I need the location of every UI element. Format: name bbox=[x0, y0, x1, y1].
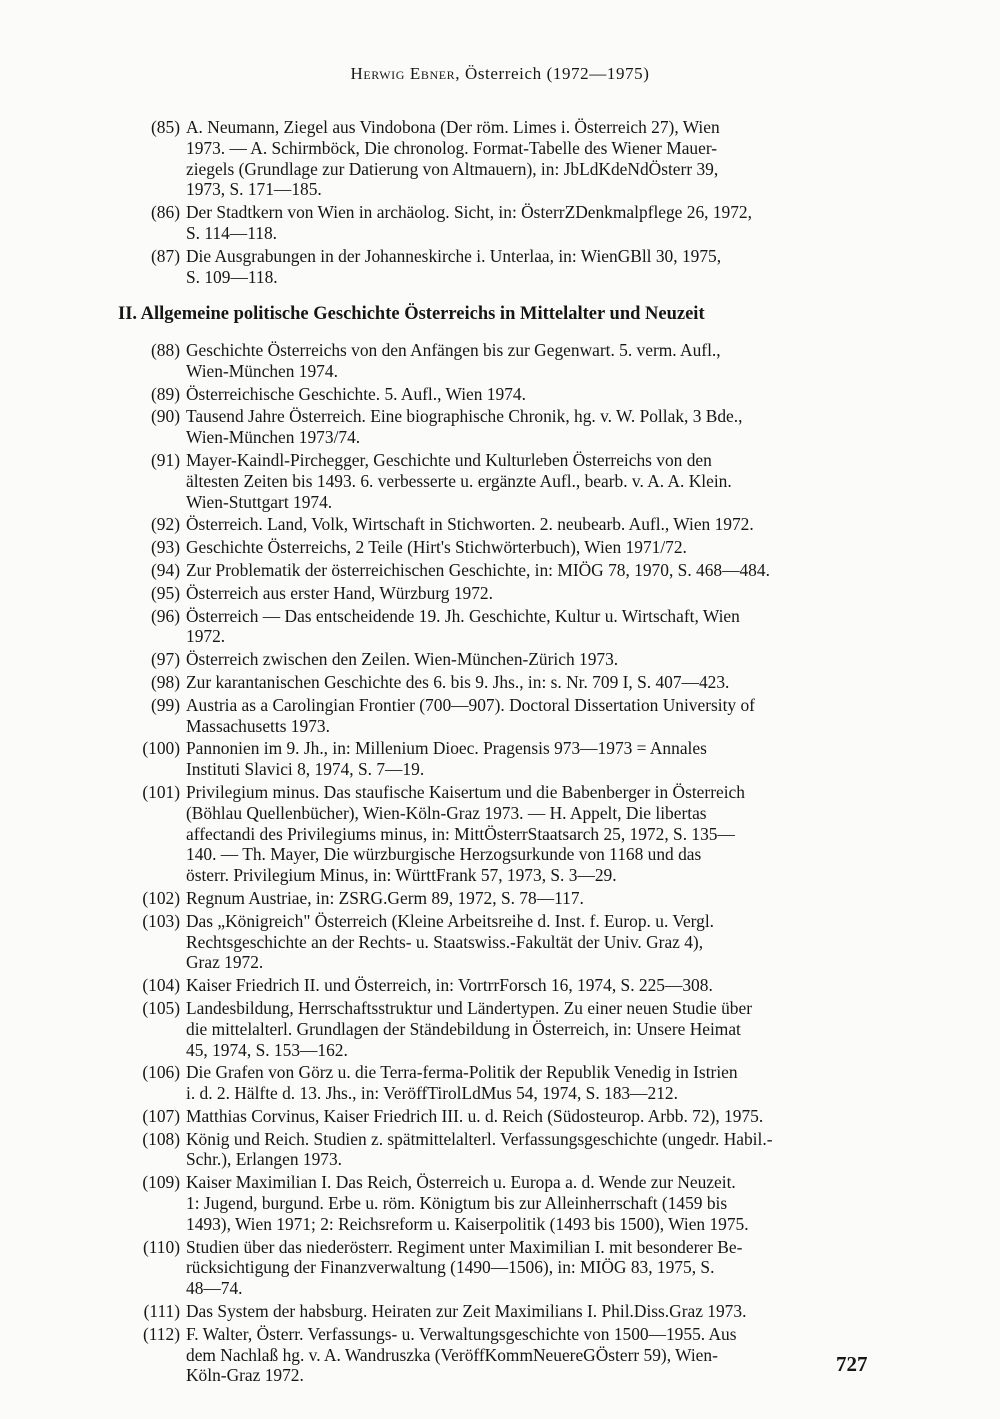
entry-number: (91) bbox=[151, 449, 180, 470]
entry-text-line: Geschichte Österreichs von den Anfängen bis zur Gegenwart. 5. verm. Aufl., bbox=[186, 340, 721, 360]
entry-text-line: (Böhlau Quellenbücher), Wien-Köln-Graz 1973. — H. Appelt, Die libertas bbox=[186, 802, 707, 823]
bibliography-entry bbox=[130, 1301, 876, 1322]
entry-number: (103) bbox=[142, 910, 180, 931]
entry-text-line: Graz 1972. bbox=[186, 952, 264, 973]
entry-text-line: Rechtsgeschichte an der Rechts- u. Staatswiss.-Fakultät der Univ. Graz 4), bbox=[186, 931, 704, 952]
entry-text-line: Österreichische Geschichte. 5. Aufl., Wien 1974. bbox=[186, 383, 526, 404]
entry-text-line: Zur karantanischen Geschichte des 6. bis 9. Jhs., in: s. Nr. 709 I, S. 407—423. bbox=[186, 671, 730, 692]
entry-text-line: österr. Privilegium Minus, in: WürttFrank 57, 1973, S. 3—29. bbox=[186, 865, 617, 886]
entry-number: (87) bbox=[151, 245, 180, 266]
entry-text-line: Österreich aus erster Hand, Würzburg 1972. bbox=[186, 582, 493, 603]
entry-text-line: 45, 1974, S. 153—162. bbox=[186, 1039, 348, 1060]
bibliography-entry bbox=[130, 695, 876, 737]
entry-text-line: S. 109—118. bbox=[186, 266, 278, 287]
section-heading: II. Allgemeine politische Geschichte Österreichs in Mittelalter und Neuzeit bbox=[118, 304, 705, 324]
entry-text-line: Matthias Corvinus, Kaiser Friedrich III. u. d. Reich (Südosteurop. Arbb. 72), 1975. bbox=[186, 1105, 764, 1126]
bibliography-entry bbox=[130, 1324, 876, 1386]
bibliography-entry bbox=[130, 514, 876, 535]
bibliography-entry bbox=[130, 340, 876, 382]
bibliography-entry bbox=[130, 782, 876, 886]
bibliography-entry bbox=[130, 1129, 876, 1171]
running-head bbox=[0, 64, 1000, 84]
entry-text-line: Geschichte Österreichs, 2 Teile (Hirt's Stichwörterbuch), Wien 1971/72. bbox=[186, 537, 687, 558]
entry-text-line: S. 114—118. bbox=[186, 222, 277, 243]
page-number: 727 bbox=[836, 1352, 868, 1376]
entry-number: (98) bbox=[151, 671, 180, 692]
entry-number: (96) bbox=[151, 605, 180, 626]
entry-number: (88) bbox=[151, 340, 180, 360]
bibliography-entry bbox=[130, 384, 876, 405]
entry-number: (93) bbox=[151, 537, 180, 558]
entry-number: (110) bbox=[142, 1236, 180, 1257]
entry-number: (85) bbox=[151, 117, 180, 137]
bibliography-section-1 bbox=[130, 117, 876, 289]
bibliography-entry bbox=[130, 649, 876, 670]
entry-text-line: i. d. 2. Hälfte d. 13. Jhs., in: VeröffTirolLdMus 54, 1974, S. 183—212. bbox=[186, 1083, 678, 1104]
entry-text-line: Wien-München 1973/74. bbox=[186, 427, 361, 448]
entry-number: (94) bbox=[151, 559, 180, 580]
entry-text-line: Kaiser Maximilian I. Das Reich, Österreich u. Europa a. d. Wende zur Neuzeit. bbox=[186, 1172, 736, 1193]
entry-number: (104) bbox=[142, 975, 180, 996]
entry-text-line: 1493), Wien 1971; 2: Reichsreform u. Kaiserpolitik (1493 bis 1500), Wien 1975. bbox=[186, 1213, 749, 1234]
entry-text-line: ältesten Zeiten bis 1493. 6. verbesserte u. ergänzte Aufl., bearb. v. A. A. Klein. bbox=[186, 470, 732, 491]
entry-number: (102) bbox=[142, 887, 180, 908]
bibliography-entry bbox=[130, 1106, 876, 1127]
entry-text-line: ziegels (Grundlage zur Datierung von Altmauern), in: JbLdKdeNdÖsterr 39, bbox=[186, 158, 719, 179]
entry-number: (89) bbox=[151, 383, 180, 404]
entry-number: (99) bbox=[151, 694, 180, 715]
bibliography-entry bbox=[130, 450, 876, 512]
entry-text-line: dem Nachlaß hg. v. A. Wandruszka (VeröffKommNeuereGÖsterr 59), Wien- bbox=[186, 1344, 718, 1365]
entry-number: (101) bbox=[142, 781, 180, 802]
entry-text-line: Österreich. Land, Volk, Wirtschaft in Stichworten. 2. neubearb. Aufl., Wien 1972. bbox=[186, 514, 754, 535]
entry-text-line: Die Grafen von Görz u. die Terra-ferma-Politik der Republik Venedig in Istrien bbox=[186, 1062, 738, 1083]
entry-text-line: Das „Königreich" Österreich (Kleine Arbeitsreihe d. Inst. f. Europ. u. Vergl. bbox=[186, 910, 715, 931]
entry-text-line: Privilegium minus. Das staufische Kaisertum und die Babenberger in Österreich bbox=[186, 781, 745, 802]
entry-text-line: 1973, S. 171—185. bbox=[186, 179, 322, 200]
entry-text-line: Österreich zwischen den Zeilen. Wien-München-Zürich 1973. bbox=[186, 649, 619, 670]
entry-number: (105) bbox=[142, 997, 180, 1018]
running-head-author: Herwig Ebner bbox=[350, 64, 456, 83]
bibliography-entry bbox=[130, 888, 876, 909]
entry-text-line: Kaiser Friedrich II. und Österreich, in: VortrrForsch 16, 1974, S. 225—308. bbox=[186, 975, 713, 996]
entry-text-line: affectandi des Privilegiums minus, in: MittÖsterrStaatsarch 25, 1972, S. 135— bbox=[186, 823, 735, 844]
entry-text-line: Das System der habsburg. Heiraten zur Zeit Maximilians I. Phil.Diss.Graz 1973. bbox=[186, 1301, 747, 1322]
entry-text-line: 140. — Th. Mayer, Die würzburgische Herzogsurkunde von 1168 und das bbox=[186, 844, 702, 865]
bibliography-entry bbox=[130, 1237, 876, 1299]
bibliography-entry bbox=[130, 606, 876, 648]
entry-number: (106) bbox=[142, 1062, 180, 1083]
bibliography-entry bbox=[130, 537, 876, 558]
entry-text-line: 1973. — A. Schirmböck, Die chronolog. Format-Tabelle des Wiener Mauer- bbox=[186, 137, 718, 158]
entry-text-line: Mayer-Kaindl-Pirchegger, Geschichte und Kulturleben Österreichs von den bbox=[186, 449, 712, 470]
entry-text-line: 1: Jugend, burgund. Erbe u. röm. Königtum bis zur Alleinherrschaft (1459 bis bbox=[186, 1193, 728, 1214]
entry-number: (100) bbox=[142, 738, 180, 759]
entry-text-line: Tausend Jahre Österreich. Eine biographische Chronik, hg. v. W. Pollak, 3 Bde., bbox=[186, 406, 743, 427]
entry-number: (90) bbox=[151, 406, 180, 427]
bibliography-entry bbox=[130, 583, 876, 604]
entry-number: (112) bbox=[142, 1323, 180, 1344]
entry-number: (97) bbox=[151, 649, 180, 670]
entry-text-line: Köln-Graz 1972. bbox=[186, 1365, 304, 1386]
entry-text-line: A. Neumann, Ziegel aus Vindobona (Der röm. Limes i. Österreich 27), Wien bbox=[186, 117, 720, 137]
bibliography-entry bbox=[130, 738, 876, 780]
entry-number: (107) bbox=[142, 1105, 180, 1126]
bibliography-entry bbox=[130, 117, 876, 200]
entry-text-line: die mittelalterl. Grundlagen der Ständebildung in Österreich, in: Unsere Heimat bbox=[186, 1018, 741, 1039]
entry-text-line: 48—74. bbox=[186, 1278, 243, 1299]
bibliography-entry bbox=[130, 1062, 876, 1104]
bibliography-entry bbox=[130, 246, 876, 288]
entry-text-line: Zur Problematik der österreichischen Geschichte, in: MIÖG 78, 1970, S. 468—484. bbox=[186, 559, 770, 580]
entry-number: (86) bbox=[151, 202, 180, 223]
running-head-title: , Österreich (1972—1975) bbox=[455, 64, 650, 83]
entry-text-line: Wien-München 1974. bbox=[186, 360, 338, 381]
bibliography-entry bbox=[130, 406, 876, 448]
entry-text-line: Schr.), Erlangen 1973. bbox=[186, 1149, 342, 1170]
bibliography-entry bbox=[130, 911, 876, 973]
entry-number: (108) bbox=[142, 1128, 180, 1149]
bibliography-entry bbox=[130, 998, 876, 1060]
bibliography-entry bbox=[130, 1172, 876, 1234]
entry-text-line: Studien über das niederösterr. Regiment unter Maximilian I. mit besonderer Be- bbox=[186, 1236, 743, 1257]
entry-number: (92) bbox=[151, 514, 180, 535]
entry-text-line: Austria as a Carolingian Frontier (700—907). Doctoral Dissertation University of bbox=[186, 694, 755, 715]
entry-number: (109) bbox=[142, 1172, 180, 1193]
bibliography-entry bbox=[130, 560, 876, 581]
entry-text-line: Landesbildung, Herrschaftsstruktur und Ländertypen. Zu einer neuen Studie über bbox=[186, 997, 752, 1018]
bibliography-entry bbox=[130, 672, 876, 693]
entry-text-line: Regnum Austriae, in: ZSRG.Germ 89, 1972, S. 78—117. bbox=[186, 887, 584, 908]
entry-text-line: Pannonien im 9. Jh., in: Millenium Dioec. Pragensis 973—1973 = Annales bbox=[186, 738, 707, 759]
entry-text-line: 1972. bbox=[186, 626, 226, 647]
entry-text-line: König und Reich. Studien z. spätmittelalterl. Verfassungsgeschichte (ungedr. Habil.- bbox=[186, 1128, 773, 1149]
entry-text-line: Instituti Slavici 8, 1974, S. 7—19. bbox=[186, 759, 425, 780]
bibliography-entry bbox=[130, 975, 876, 996]
bibliography-section-2 bbox=[130, 340, 876, 1388]
entry-text-line: Wien-Stuttgart 1974. bbox=[186, 491, 333, 512]
entry-text-line: Österreich — Das entscheidende 19. Jh. Geschichte, Kultur u. Wirtschaft, Wien bbox=[186, 605, 740, 626]
entry-number: (95) bbox=[151, 582, 180, 603]
entry-text-line: F. Walter, Österr. Verfassungs- u. Verwaltungsgeschichte von 1500—1955. Aus bbox=[186, 1323, 737, 1344]
entry-number: (111) bbox=[143, 1301, 180, 1322]
entry-text-line: rücksichtigung der Finanzverwaltung (1490—1506), in: MIÖG 83, 1975, S. bbox=[186, 1257, 715, 1278]
entry-text-line: Massachusetts 1973. bbox=[186, 715, 330, 736]
bibliography-entry bbox=[130, 202, 876, 244]
entry-text-line: Der Stadtkern von Wien in archäolog. Sicht, in: ÖsterrZDenkmalpflege 26, 1972, bbox=[186, 202, 752, 223]
entry-text-line: Die Ausgrabungen in der Johanneskirche i. Unterlaa, in: WienGBll 30, 1975, bbox=[186, 245, 722, 266]
